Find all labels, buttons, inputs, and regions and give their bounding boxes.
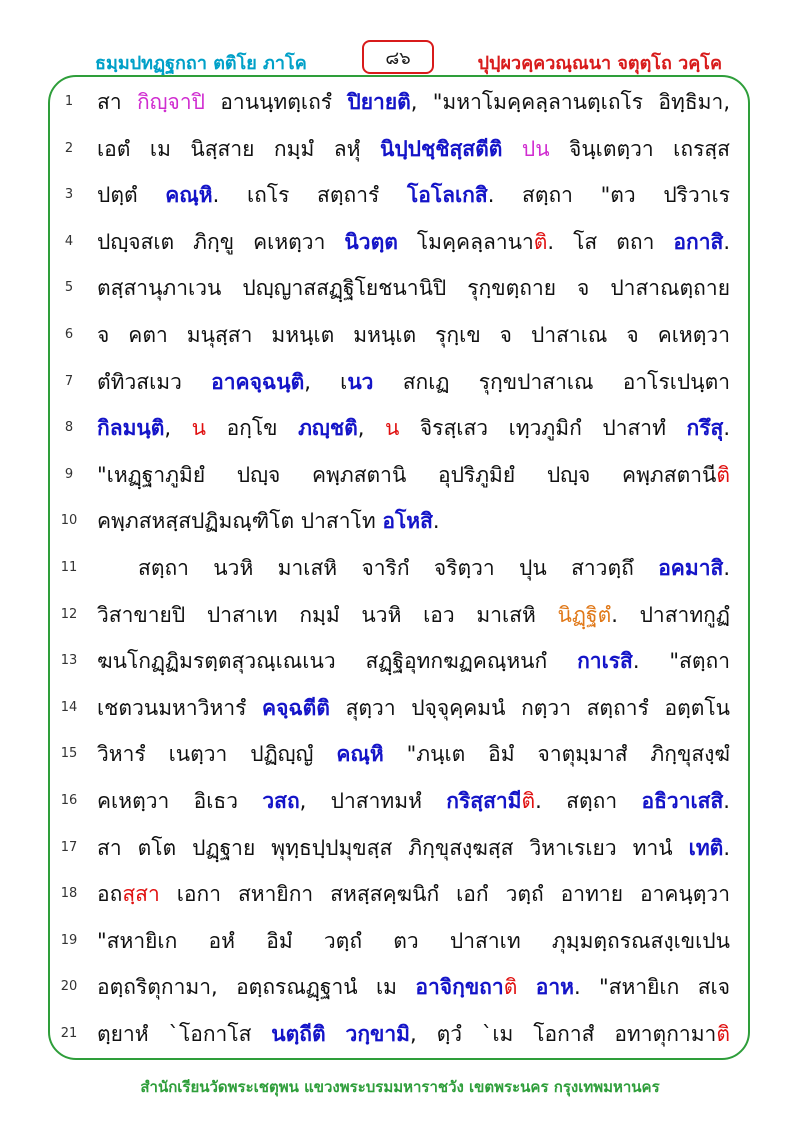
line-number: 17 [60,839,78,855]
highlighted-word: คณฺหิ [165,183,213,208]
line-text [97,599,730,632]
line-number: 6 [64,326,74,342]
highlighted-word: คณฺหิ [336,742,384,767]
highlighted-word: วสถ [262,788,300,813]
text-segment: วิสาขายปิ ปาสาเท กมฺมํ นวหิ เอว มาเสหิ [97,602,558,627]
line-text [97,133,730,166]
line-text [97,878,730,911]
line-number: 15 [60,746,78,762]
highlighted-word: ติ [521,788,536,813]
text-segment: ตฺยาหํ `โอกาโส [97,1021,272,1046]
highlighted-word: ติ [533,229,548,254]
footer-institution: สำนักเรียนวัดพระเชตุพน แขวงพระบรมมหาราชวัง เขตพระนคร กรุงเทพมหานคร [140,1078,660,1096]
line-number: 2 [64,140,74,156]
line-number: 16 [60,792,78,808]
text-segment [517,975,535,999]
highlighted-word: อาคจฺฉนฺติ [211,369,305,394]
text-line [50,453,750,500]
highlighted-word: โอโลเกสิ [406,183,488,208]
text-line [50,127,750,174]
line-number: 9 [64,466,74,482]
text-segment: "ภนฺเต อิมํ จาตุมฺมาสํ ภิกฺขุสงฺฆํ [383,742,730,767]
text-segment: , [357,416,385,441]
text-segment: ปญฺจสเต ภิกฺขู คเหตฺวา [97,229,345,254]
line-text [97,832,730,865]
highlighted-word: อาห [535,975,574,1000]
text-line [50,639,750,686]
highlighted-word: นิวตฺต [344,229,398,254]
highlighted-word: อาจิกฺขถา [415,975,504,1000]
line-text [97,785,730,818]
text-line [50,593,750,640]
line-number: 14 [60,699,78,715]
text-segment: . [723,835,730,860]
highlighted-word: อธิวาเสสิ [641,788,724,813]
text-line [50,732,750,779]
line-text [97,412,730,445]
text-segment: ตสฺสานุภาเวน ปญฺญาสสฏฺฐิโยชนานิปิ รุกฺขตฺถาย จ ปาสาณตฺถาย [97,276,730,301]
text-line [50,1012,750,1059]
text-line [50,779,750,826]
line-text [97,366,730,399]
highlighted-word: อคมาสิ [658,555,724,580]
highlighted-word: นว [347,369,374,394]
text-segment: . [723,229,731,254]
text-segment [502,137,521,161]
text-segment: "สหายิเก อหํ อิมํ วตฺถํ ตว ปาสาเท ภุมฺมตฺถรณสงฺเขเปน [97,928,730,953]
line-number: 3 [64,187,74,203]
text-segment: . "สตฺถา [632,649,730,674]
text-segment [326,1022,346,1046]
line-text [97,86,730,119]
text-segment: คเหตฺวา อิเธว [97,788,263,813]
line-text [97,179,730,212]
highlighted-word: นิปฺปชฺชิสฺสตีติ [379,136,503,161]
line-number: 19 [60,932,78,948]
line-number: 8 [64,420,74,436]
text-segment: จินฺเตตฺวา เถรสฺส [549,136,730,161]
text-line [50,686,750,733]
text-segment: อตฺถริตุกามา, อตฺถรณฏฺฐานํ เม [97,975,416,1000]
text-line [50,872,750,919]
highlighted-word: อโหสิ [382,509,433,534]
chapter-title: ปุปฺผวคฺควณฺณนา จตุตฺโถ วคฺโค [477,53,722,74]
line-text [97,226,730,259]
text-segment: อถ [97,882,123,907]
text-segment: , เ [304,369,348,394]
text-segment: , [164,416,192,441]
text-segment: จ คตา มนุสฺสา มหนฺเต มหนฺเต รุกฺเข จ ปาสาเณ จ คเหตฺวา [97,322,730,347]
text-segment: เอกา สหายิกา สหสฺสคฺฆนิกํ เอกํ วตฺถํ อาทาย อาคนฺตฺวา [159,882,730,907]
highlighted-word: กรึสุ [686,416,724,441]
line-number: 21 [60,1025,78,1041]
line-text [97,272,730,305]
line-number: 18 [60,886,78,902]
text-segment: สกเฏ รุกฺขปาสาเณ อาโรเปนฺตา [373,369,731,394]
line-number: 20 [60,979,78,995]
text-line [50,965,750,1012]
highlighted-word: ติ [716,1021,730,1046]
highlighted-word: วกฺขามิ [345,1021,411,1046]
text-segment: , ตฺวํ `เม โอกาสํ อทาตุกามา [410,1021,717,1046]
line-number: 10 [60,513,78,529]
text-segment: . สตฺถา [535,788,642,813]
text-segment: คพฺภสหสฺสปฏิมณฺฑิโต ปาสาโท [97,509,383,534]
text-segment: . [723,788,730,813]
text-line [50,826,750,873]
highlighted-word: ติ [503,975,518,1000]
highlighted-word: ปน [521,136,550,161]
line-number: 12 [60,606,78,622]
text-segment: "เหฏฺฐาภูมิยํ ปญฺจ คพฺภสตานิ อุปริภูมิยํ ปญฺจ คพฺภสตานี [97,462,717,487]
text-segment: สา [97,90,137,114]
text-segment: . สตฺถา "ตว ปริวาเร [487,183,730,208]
text-segment: . เถโร สตฺถารํ [212,183,407,208]
line-text [97,971,730,1004]
text-segment: อกฺโข [206,416,299,441]
line-text [97,1018,730,1051]
text-segment: เอตํ เม นิสฺสาย กมฺมํ ลหุํ [97,136,380,161]
text-segment: . [432,509,440,534]
text-line [50,360,750,407]
line-text [97,645,730,678]
text-segment: , "มหาโมคฺคลฺลานตฺเถโร อิทฺธิมา, [410,90,730,114]
highlighted-word: อกาสิ [673,229,724,254]
text-line [50,80,750,127]
line-number: 1 [64,94,74,109]
text-segment: โมคฺคลฺลานา [397,229,534,254]
page-number: ๘๖ [362,40,434,74]
text-segment: สา ตโต ปฏฺฐาย พุทฺธปฺปมุขสฺส ภิกฺขุสงฺฆสฺส วิหาเรเยว ทานํ [97,835,689,860]
highlighted-word: เทติ [688,835,724,860]
line-text [97,692,730,725]
line-number: 7 [64,373,74,389]
line-text [138,552,730,585]
text-segment: ตํทิวสเมว [97,369,212,394]
highlighted-word: สฺสา [122,882,160,907]
highlighted-word: นิฏฺฐิตํ [557,602,612,627]
text-segment: . "สหายิเก สเจ [573,975,730,1000]
text-segment: สตฺถา นวหิ มาเสหิ จาริกํ จริตฺวา ปุน สาวตฺถึ [138,555,659,580]
text-body [50,80,750,1058]
line-text [97,738,730,771]
highlighted-word: กริสฺสามี [446,788,522,813]
text-segment: ปตฺตํ [97,183,166,208]
highlighted-word: ติ [716,462,730,487]
line-text [97,925,730,958]
highlighted-word: นตฺถีติ [271,1021,326,1046]
text-segment: จิรสฺเสว เทฺวภูมิกํ ปาสาทํ [399,416,687,441]
text-segment: . ปาสาทกูฏํ [611,602,730,627]
highlighted-word: กาเรสิ [577,649,633,674]
text-line [50,266,750,313]
text-segment: . [723,555,730,580]
highlighted-word: น [384,416,400,441]
text-segment: , ปาสาทมหํ [299,788,447,813]
page-header [0,38,800,78]
highlighted-word: กิญฺจาปิ [136,90,205,114]
text-segment: อานนฺทตฺเถรํ [204,90,348,114]
text-segment: . โส ตถา [547,229,674,254]
highlighted-word: น [191,416,207,441]
text-line [50,499,750,546]
text-segment: สุตฺวา ปจฺจุคฺคมนํ กตฺวา สตฺถารํ อตฺตโน [329,695,730,720]
text-segment: เชตวนมหาวิหารํ [97,695,263,720]
line-number: 5 [64,280,74,296]
line-text [97,319,730,352]
text-segment: วิหารํ เนตฺวา ปฏิญฺญํ [97,742,337,767]
line-number: 4 [64,233,74,249]
text-line [50,173,750,220]
text-line [50,406,750,453]
text-line [50,313,750,360]
text-line [50,919,750,966]
highlighted-word: ปิยายติ [347,90,411,114]
line-number: 11 [60,559,78,575]
book-title: ธมฺมปทฏฺฐกถา ตติโย ภาโค [95,53,307,74]
highlighted-word: ภญฺชติ [298,416,358,441]
text-line [50,220,750,267]
text-segment: ฆนโกฏฺฏิมรตฺตสุวณฺเณเนว สฏฺฐิอุทกฆฏคณฺหนกํ [97,649,578,674]
text-line [50,546,750,593]
highlighted-word: คจฺฉตีติ [262,695,330,720]
highlighted-word: กิลมนฺติ [97,416,165,441]
line-number: 13 [60,653,78,669]
line-text [97,505,730,538]
text-segment: . [723,416,730,441]
line-text [97,459,730,492]
